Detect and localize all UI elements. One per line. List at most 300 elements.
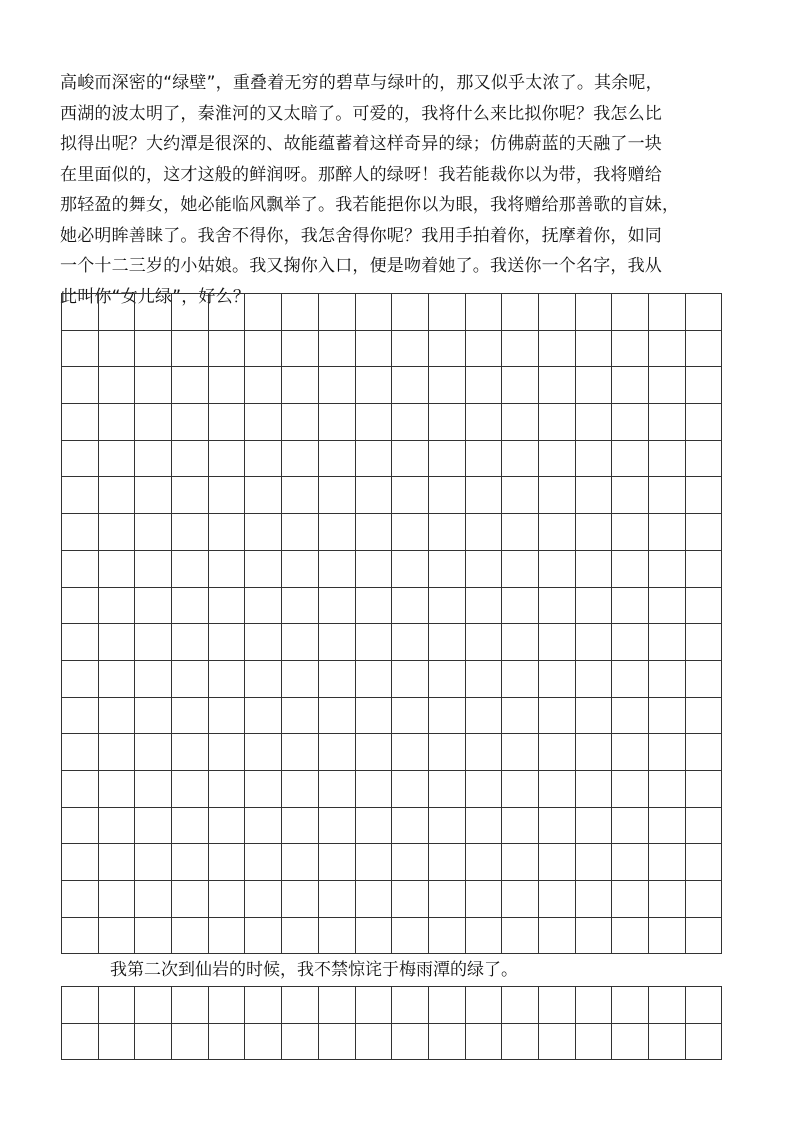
grid-cell xyxy=(319,441,356,478)
grid-cell xyxy=(429,331,466,368)
grid-cell xyxy=(576,514,613,551)
grid-cell xyxy=(539,661,576,698)
grid-cell xyxy=(135,1024,172,1061)
grid-cell xyxy=(429,881,466,918)
grid-cell xyxy=(282,881,319,918)
grid-cell xyxy=(172,294,209,331)
grid-cell xyxy=(99,441,136,478)
grid-cell xyxy=(356,624,393,661)
grid-cell xyxy=(135,734,172,771)
grid-cell xyxy=(686,367,723,404)
grid-cell xyxy=(392,844,429,881)
grid-cell xyxy=(245,367,282,404)
grid-cell xyxy=(392,698,429,735)
grid-cell xyxy=(319,987,356,1024)
grid-cell xyxy=(99,698,136,735)
grid-cell xyxy=(612,661,649,698)
grid-cell xyxy=(356,477,393,514)
grid-cell xyxy=(392,624,429,661)
grid-cell xyxy=(686,404,723,441)
grid-cell xyxy=(686,294,723,331)
grid-cell xyxy=(649,514,686,551)
grid-cell xyxy=(245,588,282,625)
grid-cell xyxy=(99,294,136,331)
grid-cell xyxy=(466,881,503,918)
grid-cell xyxy=(356,1024,393,1061)
grid-cell xyxy=(649,734,686,771)
grid-cell xyxy=(576,441,613,478)
grid-cell xyxy=(649,987,686,1024)
grid-cell xyxy=(209,698,246,735)
grid-cell xyxy=(62,551,99,588)
grid-cell xyxy=(62,588,99,625)
grid-cell xyxy=(612,588,649,625)
grid-cell xyxy=(502,1024,539,1061)
grid-cell xyxy=(282,661,319,698)
grid-cell xyxy=(209,477,246,514)
grid-cell xyxy=(576,661,613,698)
grid-cell xyxy=(282,441,319,478)
grid-cell xyxy=(649,808,686,845)
grid-cell xyxy=(429,588,466,625)
grid-cell xyxy=(135,624,172,661)
grid-cell xyxy=(356,404,393,441)
grid-cell xyxy=(502,918,539,955)
grid-cell xyxy=(172,551,209,588)
grid-cell xyxy=(319,1024,356,1061)
grid-cell xyxy=(392,808,429,845)
grid-cell xyxy=(135,918,172,955)
grid-cell xyxy=(502,441,539,478)
grid-cell xyxy=(502,331,539,368)
grid-cell xyxy=(99,624,136,661)
second-sentence: 我第二次到仙岩的时候，我不禁惊诧于梅雨潭的绿了。 xyxy=(110,960,518,980)
grid-cell xyxy=(245,918,282,955)
grid-cell xyxy=(576,987,613,1024)
grid-cell xyxy=(319,661,356,698)
grid-cell xyxy=(319,771,356,808)
grid-cell xyxy=(576,367,613,404)
grid-cell xyxy=(319,808,356,845)
grid-cell xyxy=(649,661,686,698)
grid-cell xyxy=(282,551,319,588)
grid-cell xyxy=(502,404,539,441)
grid-cell xyxy=(172,661,209,698)
grid-cell xyxy=(245,881,282,918)
grid-cell xyxy=(135,771,172,808)
grid-cell xyxy=(135,987,172,1024)
grid-cell xyxy=(466,588,503,625)
grid-cell xyxy=(429,987,466,1024)
grid-cell xyxy=(502,881,539,918)
grid-cell xyxy=(245,331,282,368)
grid-cell xyxy=(649,367,686,404)
grid-cell xyxy=(649,477,686,514)
grid-cell xyxy=(466,844,503,881)
grid-cell xyxy=(356,771,393,808)
grid-cell xyxy=(576,624,613,661)
grid-cell xyxy=(319,514,356,551)
grid-cell xyxy=(576,808,613,845)
grid-cell xyxy=(502,514,539,551)
grid-cell xyxy=(319,477,356,514)
grid-cell xyxy=(392,404,429,441)
grid-cell xyxy=(392,551,429,588)
grid-cell xyxy=(502,698,539,735)
grid-cell xyxy=(356,661,393,698)
grid-cell xyxy=(245,844,282,881)
grid-cell xyxy=(209,661,246,698)
grid-cell xyxy=(172,367,209,404)
grid-cell xyxy=(612,734,649,771)
grid-cell xyxy=(392,331,429,368)
grid-cell xyxy=(686,514,723,551)
grid-cell xyxy=(649,881,686,918)
grid-cell xyxy=(172,404,209,441)
grid-cell xyxy=(612,808,649,845)
grid-cell xyxy=(686,331,723,368)
grid-cell xyxy=(209,734,246,771)
grid-cell xyxy=(62,987,99,1024)
grid-cell xyxy=(135,881,172,918)
grid-cell xyxy=(392,918,429,955)
grid-cell xyxy=(172,771,209,808)
grid-cell xyxy=(686,771,723,808)
grid-cell xyxy=(62,367,99,404)
grid-cell xyxy=(245,734,282,771)
grid-cell xyxy=(62,404,99,441)
grid-cell xyxy=(356,987,393,1024)
grid-cell xyxy=(62,477,99,514)
grid-cell xyxy=(429,404,466,441)
grid-cell xyxy=(539,771,576,808)
grid-cell xyxy=(209,588,246,625)
grid-cell xyxy=(245,1024,282,1061)
grid-cell xyxy=(282,1024,319,1061)
grid-cell xyxy=(649,844,686,881)
grid-cell xyxy=(466,698,503,735)
grid-cell xyxy=(209,624,246,661)
grid-cell xyxy=(539,367,576,404)
grid-cell xyxy=(502,551,539,588)
grid-cell xyxy=(245,987,282,1024)
grid-cell xyxy=(135,477,172,514)
grid-cell xyxy=(172,331,209,368)
grid-cell xyxy=(576,331,613,368)
grid-cell xyxy=(466,987,503,1024)
grid-cell xyxy=(209,294,246,331)
grid-cell xyxy=(502,987,539,1024)
grid-cell xyxy=(392,367,429,404)
grid-cell xyxy=(392,514,429,551)
grid-cell xyxy=(502,734,539,771)
grid-cell xyxy=(245,808,282,845)
grid-cell xyxy=(356,698,393,735)
passage-line: 拟得出呢？大约潭是很深的、故能蕴蓄着这样奇异的绿；仿佛蔚蓝的天融了一块 xyxy=(60,134,662,154)
grid-cell xyxy=(466,294,503,331)
grid-cell xyxy=(209,881,246,918)
grid-cell xyxy=(282,331,319,368)
grid-cell xyxy=(135,441,172,478)
grid-cell xyxy=(466,514,503,551)
grid-cell xyxy=(649,441,686,478)
grid-cell xyxy=(429,661,466,698)
grid-cell xyxy=(466,918,503,955)
grid-cell xyxy=(282,844,319,881)
grid-cell xyxy=(502,624,539,661)
grid-cell xyxy=(612,918,649,955)
grid-cell xyxy=(429,698,466,735)
grid-cell xyxy=(686,477,723,514)
grid-cell xyxy=(135,661,172,698)
grid-cell xyxy=(612,881,649,918)
grid-cell xyxy=(209,441,246,478)
grid-cell xyxy=(356,918,393,955)
grid-cell xyxy=(649,918,686,955)
grid-cell xyxy=(466,771,503,808)
grid-cell xyxy=(502,844,539,881)
grid-cell xyxy=(282,588,319,625)
grid-cell xyxy=(319,918,356,955)
grid-cell xyxy=(356,734,393,771)
grid-cell xyxy=(99,367,136,404)
grid-cell xyxy=(539,551,576,588)
grid-cell xyxy=(539,844,576,881)
grid-cell xyxy=(62,1024,99,1061)
grid-cell xyxy=(502,771,539,808)
grid-cell xyxy=(282,514,319,551)
grid-cell xyxy=(576,1024,613,1061)
passage-line: 一个十二三岁的小姑娘。我又掬你入口，便是吻着她了。我送你一个名字，我从 xyxy=(60,256,662,276)
grid-cell xyxy=(612,1024,649,1061)
grid-cell xyxy=(62,734,99,771)
grid-cell xyxy=(686,918,723,955)
grid-cell xyxy=(612,698,649,735)
grid-cell xyxy=(576,771,613,808)
grid-cell xyxy=(392,294,429,331)
grid-cell xyxy=(539,588,576,625)
grid-cell xyxy=(99,1024,136,1061)
grid-cell xyxy=(686,1024,723,1061)
grid-cell xyxy=(392,881,429,918)
grid-cell xyxy=(245,294,282,331)
grid-cell xyxy=(612,441,649,478)
grid-cell xyxy=(686,441,723,478)
grid-cell xyxy=(319,294,356,331)
grid-cell xyxy=(686,698,723,735)
grid-cell xyxy=(612,771,649,808)
grid-cell xyxy=(172,588,209,625)
grid-cell xyxy=(502,477,539,514)
grid-cell xyxy=(282,367,319,404)
grid-cell xyxy=(392,771,429,808)
grid-cell xyxy=(245,477,282,514)
grid-cell xyxy=(429,367,466,404)
grid-cell xyxy=(135,588,172,625)
grid-cell xyxy=(429,808,466,845)
grid-cell xyxy=(429,918,466,955)
writing-grid-small xyxy=(61,986,722,1060)
grid-cell xyxy=(392,588,429,625)
grid-cell xyxy=(612,514,649,551)
grid-cell xyxy=(649,294,686,331)
passage-line: 那轻盈的舞女，她必能临风飘举了。我若能挹你以为眼，我将赠给那善歌的盲妹， xyxy=(60,195,680,215)
grid-cell xyxy=(466,551,503,588)
grid-cell xyxy=(282,734,319,771)
grid-cell xyxy=(466,661,503,698)
grid-cell xyxy=(99,734,136,771)
grid-cell xyxy=(209,331,246,368)
grid-cell xyxy=(62,918,99,955)
grid-cell xyxy=(62,661,99,698)
grid-cell xyxy=(466,734,503,771)
grid-cell xyxy=(135,331,172,368)
grid-cell xyxy=(172,698,209,735)
grid-cell xyxy=(612,404,649,441)
grid-cell xyxy=(356,367,393,404)
grid-cell xyxy=(649,771,686,808)
grid-cell xyxy=(282,477,319,514)
grid-cell xyxy=(209,771,246,808)
grid-cell xyxy=(62,844,99,881)
grid-cell xyxy=(649,331,686,368)
grid-cell xyxy=(392,734,429,771)
grid-cell xyxy=(99,771,136,808)
grid-cell xyxy=(686,808,723,845)
grid-cell xyxy=(576,698,613,735)
grid-cell xyxy=(135,514,172,551)
grid-cell xyxy=(62,771,99,808)
grid-cell xyxy=(282,294,319,331)
grid-cell xyxy=(576,918,613,955)
passage-text xyxy=(60,68,740,312)
grid-cell xyxy=(429,1024,466,1061)
grid-cell xyxy=(466,624,503,661)
passage-line: 西湖的波太明了，秦淮河的又太暗了。可爱的，我将什么来比拟你呢？我怎么比 xyxy=(60,103,662,124)
grid-cell xyxy=(319,734,356,771)
grid-cell xyxy=(172,881,209,918)
grid-cell xyxy=(429,844,466,881)
grid-cell xyxy=(502,294,539,331)
grid-cell xyxy=(392,1024,429,1061)
grid-cell xyxy=(539,624,576,661)
grid-cell xyxy=(466,404,503,441)
grid-cell xyxy=(429,441,466,478)
grid-cell xyxy=(99,588,136,625)
grid-cell xyxy=(319,367,356,404)
grid-cell xyxy=(576,551,613,588)
grid-cell xyxy=(502,661,539,698)
grid-cell xyxy=(172,514,209,551)
grid-cell xyxy=(539,331,576,368)
grid-cell xyxy=(649,624,686,661)
grid-cell xyxy=(502,808,539,845)
grid-cell xyxy=(172,441,209,478)
grid-cell xyxy=(62,514,99,551)
grid-cell xyxy=(429,294,466,331)
grid-cell xyxy=(612,551,649,588)
grid-cell xyxy=(612,477,649,514)
grid-cell xyxy=(62,294,99,331)
grid-cell xyxy=(392,477,429,514)
grid-cell xyxy=(392,987,429,1024)
grid-cell xyxy=(539,514,576,551)
grid-cell xyxy=(209,987,246,1024)
grid-cell xyxy=(209,404,246,441)
grid-cell xyxy=(686,734,723,771)
grid-cell xyxy=(135,367,172,404)
grid-cell xyxy=(356,331,393,368)
grid-cell xyxy=(686,881,723,918)
grid-cell xyxy=(282,808,319,845)
grid-cell xyxy=(502,588,539,625)
grid-cell xyxy=(99,808,136,845)
grid-cell xyxy=(245,514,282,551)
grid-cell xyxy=(135,551,172,588)
grid-cell xyxy=(172,987,209,1024)
grid-cell xyxy=(576,404,613,441)
writing-grid-large xyxy=(61,293,722,954)
passage-line: 此叫你“女儿绿”，好么？ xyxy=(60,286,251,307)
grid-cell xyxy=(686,588,723,625)
grid-cell xyxy=(319,331,356,368)
grid-cell xyxy=(319,624,356,661)
grid-cell xyxy=(62,808,99,845)
passage-line: 在里面似的，这才这般的鲜润呀。那醉人的绿呀！我若能裁你以为带，我将赠给 xyxy=(60,164,662,185)
grid-cell xyxy=(209,1024,246,1061)
grid-cell xyxy=(99,514,136,551)
grid-cell xyxy=(99,987,136,1024)
grid-cell xyxy=(172,808,209,845)
grid-cell xyxy=(392,441,429,478)
grid-cell xyxy=(649,588,686,625)
grid-cell xyxy=(319,404,356,441)
grid-cell xyxy=(209,808,246,845)
grid-cell xyxy=(319,881,356,918)
grid-cell xyxy=(466,367,503,404)
grid-cell xyxy=(466,1024,503,1061)
grid-cell xyxy=(282,404,319,441)
grid-cell xyxy=(429,514,466,551)
grid-cell xyxy=(135,404,172,441)
grid-cell xyxy=(62,624,99,661)
grid-cell xyxy=(539,881,576,918)
grid-cell xyxy=(539,734,576,771)
grid-cell xyxy=(686,661,723,698)
grid-cell xyxy=(245,661,282,698)
grid-cell xyxy=(466,477,503,514)
grid-cell xyxy=(172,918,209,955)
grid-cell xyxy=(245,698,282,735)
grid-cell xyxy=(576,588,613,625)
grid-cell xyxy=(612,294,649,331)
grid-cell xyxy=(99,844,136,881)
grid-cell xyxy=(245,771,282,808)
grid-cell xyxy=(612,331,649,368)
grid-cell xyxy=(539,918,576,955)
grid-cell xyxy=(429,734,466,771)
grid-cell xyxy=(62,441,99,478)
grid-cell xyxy=(429,477,466,514)
grid-cell xyxy=(686,624,723,661)
grid-cell xyxy=(612,987,649,1024)
grid-cell xyxy=(172,624,209,661)
grid-cell xyxy=(356,808,393,845)
grid-cell xyxy=(172,734,209,771)
grid-cell xyxy=(649,1024,686,1061)
grid-cell xyxy=(245,551,282,588)
grid-cell xyxy=(282,918,319,955)
